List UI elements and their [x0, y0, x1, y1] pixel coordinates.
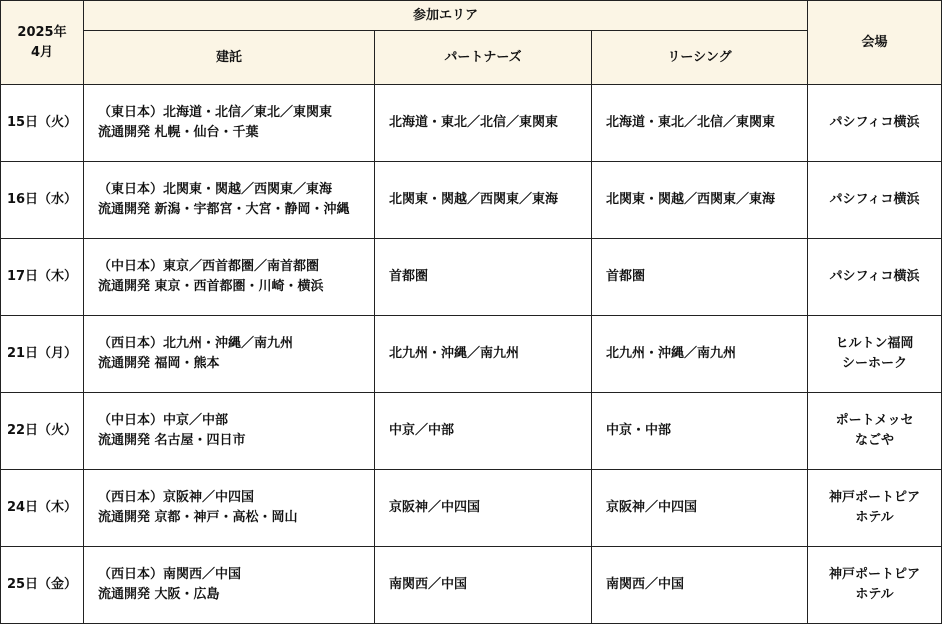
- venue-line-2: ホテル: [855, 510, 894, 525]
- venue-line-1: 神戸ポートピア: [829, 567, 921, 582]
- header-date-year: 2025年: [17, 24, 67, 40]
- date-cell: [1, 316, 84, 393]
- kentaku-ryutsu-text: 流通開発 福岡・熊本: [98, 356, 220, 371]
- venue-cell: [808, 239, 942, 316]
- venue-line-1: パシフィコ横浜: [829, 115, 920, 130]
- leasing-text: 中京・中部: [606, 423, 672, 438]
- partners-text: 京阪神／中四国: [389, 500, 481, 515]
- venue-cell: [808, 162, 942, 239]
- leasing-cell: [592, 85, 808, 162]
- kentaku-ryutsu-text: 流通開発 大阪・広島: [98, 587, 220, 602]
- kentaku-area-text: （東日本）北関東・関越／西関東／東海: [98, 182, 333, 197]
- partners-text: 北海道・東北／北信／東関東: [389, 115, 559, 130]
- date-text: 22日（火）: [6, 423, 78, 438]
- partners-cell: [375, 470, 592, 547]
- venue-line-1: パシフィコ横浜: [829, 269, 920, 284]
- venue-line-2: ホテル: [855, 587, 894, 602]
- venue-cell: [808, 85, 942, 162]
- leasing-cell: [592, 547, 808, 624]
- venue-cell: [808, 470, 942, 547]
- leasing-cell: [592, 316, 808, 393]
- table-row: [1, 470, 942, 547]
- header-partners: パートナーズ: [375, 31, 592, 85]
- leasing-cell: [592, 162, 808, 239]
- venue-line-1: ポートメッセ: [835, 413, 914, 428]
- partners-cell: [375, 547, 592, 624]
- header-date: [1, 1, 84, 85]
- leasing-cell: [592, 239, 808, 316]
- date-cell: [1, 470, 84, 547]
- date-text: 21日（月）: [6, 346, 78, 361]
- kentaku-cell: [84, 393, 375, 470]
- date-text: 16日（水）: [6, 192, 78, 207]
- kentaku-ryutsu-text: 流通開発 札幌・仙台・千葉: [98, 125, 259, 140]
- partners-text: 首都圏: [389, 269, 429, 284]
- leasing-text: 首都圏: [606, 269, 646, 284]
- leasing-cell: [592, 393, 808, 470]
- partners-text: 北関東・関越／西関東／東海: [389, 192, 559, 207]
- partners-cell: [375, 316, 592, 393]
- leasing-text: 北関東・関越／西関東／東海: [606, 192, 776, 207]
- kentaku-area-text: （西日本）北九州・沖縄／南九州: [98, 336, 294, 351]
- venue-cell: [808, 393, 942, 470]
- kentaku-cell: [84, 316, 375, 393]
- header-kentaku: 建託: [84, 31, 375, 85]
- partners-text: 南関西／中国: [389, 577, 468, 592]
- partners-cell: [375, 393, 592, 470]
- venue-cell: [808, 316, 942, 393]
- table-row: [1, 547, 942, 624]
- partners-cell: [375, 162, 592, 239]
- kentaku-area-text: （中日本）東京／西首都圏／南首都圏: [98, 259, 320, 274]
- venue-line-2: なごや: [855, 433, 895, 448]
- kentaku-ryutsu-text: 流通開発 東京・西首都圏・川崎・横浜: [98, 279, 324, 294]
- kentaku-ryutsu-text: 流通開発 新潟・宇都宮・大宮・静岡・沖縄: [98, 202, 350, 217]
- venue-line-1: ヒルトン福岡: [835, 336, 914, 351]
- date-cell: [1, 162, 84, 239]
- kentaku-cell: [84, 85, 375, 162]
- kentaku-area-text: （東日本）北海道・北信／東北／東関東: [98, 105, 333, 120]
- leasing-text: 北海道・東北／北信／東関東: [606, 115, 776, 130]
- kentaku-area-text: （西日本）南関西／中国: [98, 567, 242, 582]
- venue-line-1: パシフィコ横浜: [829, 192, 920, 207]
- header-date-month: 4月: [30, 44, 54, 60]
- kentaku-cell: [84, 470, 375, 547]
- kentaku-area-text: （西日本）京阪神／中四国: [98, 490, 255, 505]
- date-cell: [1, 393, 84, 470]
- kentaku-cell: [84, 162, 375, 239]
- table-header: [1, 1, 942, 85]
- partners-cell: [375, 239, 592, 316]
- date-cell: [1, 85, 84, 162]
- kentaku-ryutsu-text: 流通開発 京都・神戸・高松・岡山: [98, 510, 298, 525]
- partners-cell: [375, 85, 592, 162]
- venue-cell: [808, 547, 942, 624]
- date-text: 15日（火）: [6, 115, 78, 130]
- date-cell: [1, 239, 84, 316]
- date-text: 17日（木）: [6, 269, 78, 284]
- date-cell: [1, 547, 84, 624]
- table-row: [1, 239, 942, 316]
- kentaku-ryutsu-text: 流通開発 名古屋・四日市: [98, 433, 246, 448]
- table-row: [1, 85, 942, 162]
- kentaku-area-text: （中日本）中京／中部: [98, 413, 229, 428]
- table-row: [1, 316, 942, 393]
- kentaku-cell: [84, 239, 375, 316]
- table-row: [1, 162, 942, 239]
- leasing-text: 京阪神／中四国: [606, 500, 698, 515]
- header-leasing: リーシング: [592, 31, 808, 85]
- date-text: 25日（金）: [6, 577, 78, 592]
- table-row: [1, 393, 942, 470]
- table-body: [1, 85, 942, 624]
- header-venue: 会場: [808, 1, 942, 85]
- leasing-text: 北九州・沖縄／南九州: [606, 346, 737, 361]
- venue-line-2: シーホーク: [842, 356, 908, 371]
- partners-text: 中京／中部: [389, 423, 455, 438]
- header-area: 参加エリア: [84, 1, 808, 31]
- partners-text: 北九州・沖縄／南九州: [389, 346, 520, 361]
- kentaku-cell: [84, 547, 375, 624]
- date-text: 24日（木）: [6, 500, 78, 515]
- leasing-cell: [592, 470, 808, 547]
- leasing-text: 南関西／中国: [606, 577, 685, 592]
- venue-line-1: 神戸ポートピア: [829, 490, 921, 505]
